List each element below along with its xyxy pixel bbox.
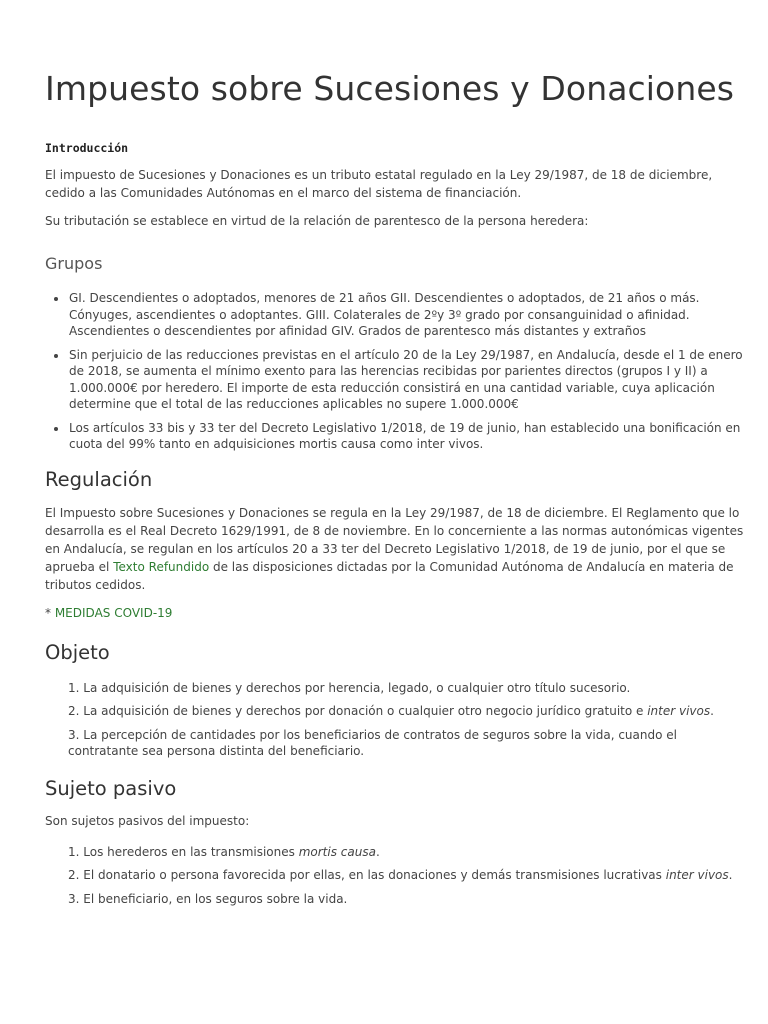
texto-refundido-link[interactable]: Texto Refundido [113, 559, 210, 574]
sujeto-item-number: 2. [68, 868, 80, 882]
grupos-item-3: • Los artículos 33 bis y 33 ter del Decreto Legislativo 1/2018, de 19 de junio, han establecido una bonificación en cuota del 99% tanto en adquisiciones mortis causa como inter vivos. [68, 420, 746, 453]
objeto-item-number: 3. [68, 727, 80, 742]
intro-label: Introducción [45, 141, 129, 155]
grupos-list [45, 290, 746, 453]
sujeto-item-3 [68, 891, 746, 908]
objeto-item-text: La adquisición de bienes y derechos por herencia, legado, o cualquier otro título sucesorio. [83, 680, 631, 695]
sujeto-intro: Son sujetos pasivos del impuesto: [45, 813, 250, 828]
covid-prefix: * [45, 605, 55, 620]
regulacion-text-after-link: de las disposiciones dictadas por la Comunidad Autónoma de Andalucía en materia de tributos cedidos. [45, 559, 734, 592]
objeto-item-text: La adquisición de bienes y derechos por donación o cualquier otro negocio jurídico gratuito e [83, 704, 648, 718]
objeto-heading: Objeto [45, 640, 110, 664]
regulacion-paragraph [45, 504, 746, 594]
medidas-covid-link[interactable]: MEDIDAS COVID-19 [54, 605, 173, 620]
intro-paragraph-2: Su tributación se establece en virtud de la relación de parentesco de la persona heredera: [45, 214, 589, 228]
objeto-item-tail: . [710, 704, 714, 718]
intro-paragraph-1: El impuesto de Sucesiones y Donaciones es un tributo estatal regulado en la Ley 29/1987, de 18 de diciembre, cedido a las Comunidades Autónomas en el marco del sistema de financiación. [45, 168, 713, 200]
sujeto-item-text: El donatario o persona favorecida por ellas, en las donaciones y demás transmisiones lucrativas [83, 868, 666, 882]
sujeto-item-number: 1. [68, 844, 80, 859]
sujeto-item-emphasis: mortis causa [298, 844, 376, 859]
regulacion-text-before-link: El Impuesto sobre Sucesiones y Donaciones se regula en la Ley 29/1987, de 18 de diciembre. El Reglamento que lo desarrolla es el Real Decreto 1629/1991, de 8 de noviembre. En lo concerniente a las normas autonómicas vigentes en Andalucía, se regulan en los artículos 20 a 33 ter del Decreto Legislativo 1/2018, de 19 de junio, por el que se aprueba el [45, 505, 744, 574]
page-title: Impuesto sobre Sucesiones y Donaciones [45, 69, 735, 108]
grupos-item-2: • Sin perjuicio de las reducciones previstas en el artículo 20 de la Ley 29/1987, en Andalucía, desde el 1 de enero de 2018, se aumenta el mínimo exento para las herencias recibidas por parientes directos (grupos I y II) a 1.000.000€ por heredero. El importe de esta reducción consistirá en una cantidad variable, cuya aplicación determine que el total de las reducciones aplicables no supere 1.000.000€ [68, 347, 746, 413]
sujeto-item-1 [68, 844, 746, 861]
objeto-item-3 [68, 727, 746, 760]
sujeto-item-number: 3. [68, 891, 80, 906]
objeto-list [45, 680, 746, 760]
objeto-item-2 [68, 703, 746, 720]
objeto-item-number: 1. [68, 680, 80, 695]
sujeto-item-tail: . [728, 868, 733, 882]
objeto-item-number: 2. [68, 704, 80, 718]
sujeto-item-emphasis: inter vivos [665, 868, 729, 882]
grupos-heading: Grupos [45, 254, 103, 273]
sujeto-item-2 [68, 867, 746, 884]
sujeto-item-text: El beneficiario, en los seguros sobre la vida. [83, 891, 348, 906]
sujeto-list [45, 844, 746, 908]
regulacion-heading: Regulación [45, 467, 153, 491]
sujeto-item-tail: . [375, 844, 380, 859]
objeto-item-emphasis: inter vivos [647, 704, 711, 718]
covid-line [45, 604, 746, 622]
sujeto-heading: Sujeto pasivo [45, 776, 177, 800]
objeto-item-text: La percepción de cantidades por los beneficiarios de contratos de seguros sobre la vida, cuando el contratante sea persona distinta del beneficiario. [68, 727, 677, 758]
sujeto-item-text: Los herederos en las transmisiones [83, 844, 299, 859]
grupos-item-1: • GI. Descendientes o adoptados, menores de 21 años GII. Descendientes o adoptados, de 21 años o más. Cónyuges, ascendientes o adoptantes. GIII. Colaterales de 2ºy 3º grado por consanguinidad o afinidad. Ascendientes o descendientes por afinidad GIV. Grados de parentesco más distantes y extraños [68, 290, 746, 340]
objeto-item-1 [68, 680, 746, 697]
